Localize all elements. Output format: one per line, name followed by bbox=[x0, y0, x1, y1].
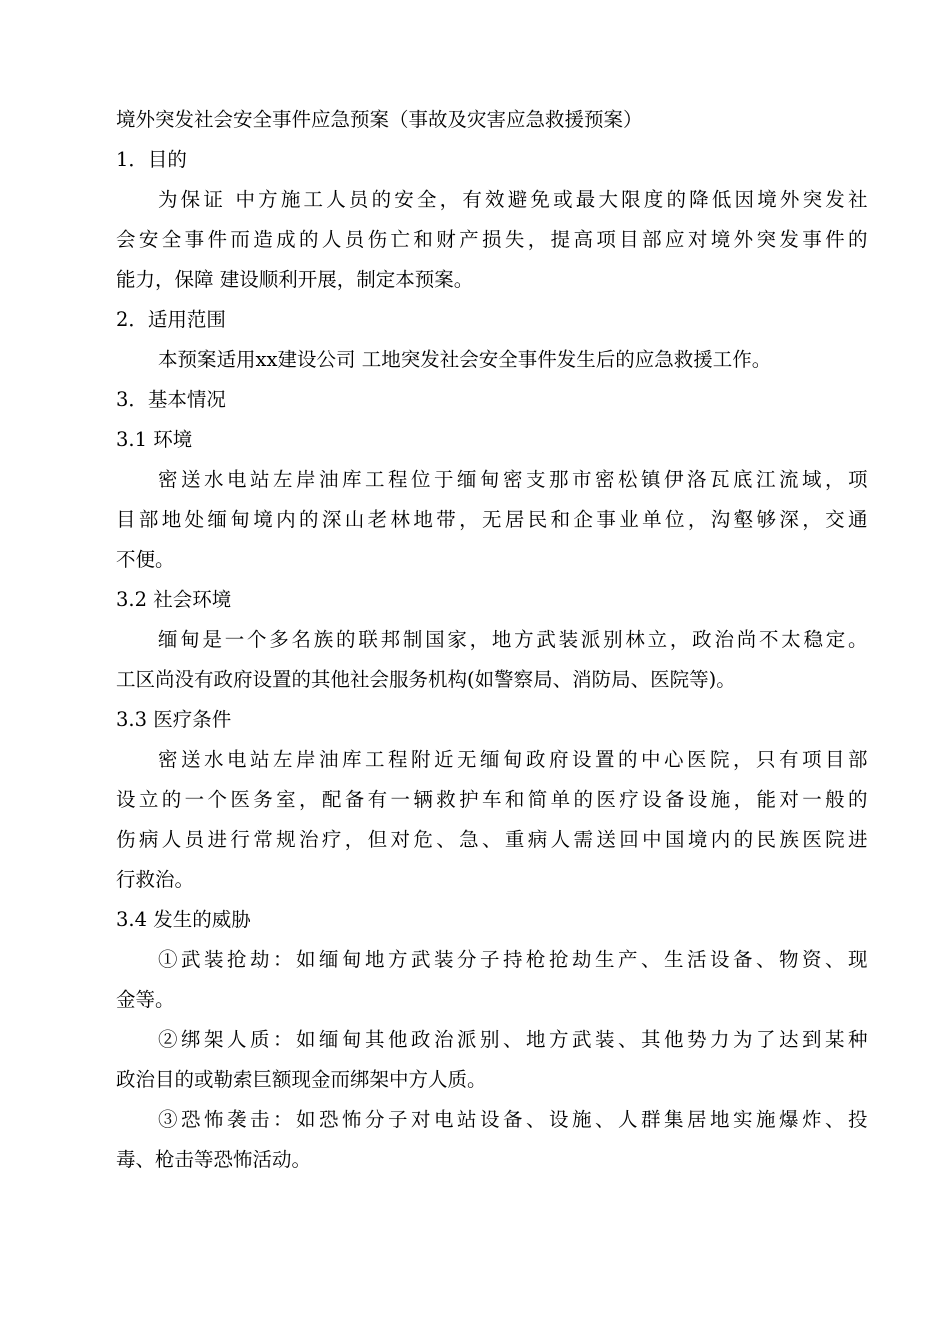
paragraph-line: 目部地处缅甸境内的深山老林地带，无居民和企事业单位，沟壑够深，交通 bbox=[116, 508, 868, 531]
paragraph-purpose bbox=[116, 180, 868, 300]
paragraph-line: 工区尚没有政府设置的其他社会服务机构(如警察局、消防局、医院等)。 bbox=[116, 668, 736, 691]
paragraph-line: 伤病人员进行常规治疗，但对危、急、重病人需送回中国境内的民族医院进 bbox=[116, 828, 868, 851]
paragraph-line: 金等。 bbox=[116, 988, 175, 1011]
paragraph-line: 政治目的或勒索巨额现金而绑架中方人质。 bbox=[116, 1068, 487, 1091]
section-heading-1: 1．目的 bbox=[116, 148, 187, 171]
paragraph-line: 为保证 中方施工人员的安全，有效避免或最大限度的降低因境外突发社 bbox=[158, 188, 868, 211]
paragraph-line: 毒、枪击等恐怖活动。 bbox=[116, 1148, 312, 1171]
section-heading-3-4: 3.4 发生的威胁 bbox=[116, 908, 251, 931]
section-heading-3-2: 3.2 社会环境 bbox=[116, 588, 232, 611]
paragraph-threat-robbery bbox=[116, 940, 868, 1020]
paragraph-line: 设立的一个医务室，配备有一辆救护车和简单的医疗设备设施，能对一般的 bbox=[116, 788, 868, 811]
paragraph-line: ②绑架人质：如缅甸其他政治派别、地方武装、其他势力为了达到某种 bbox=[158, 1028, 868, 1051]
paragraph-line: 密送水电站左岸油库工程附近无缅甸政府设置的中心医院，只有项目部 bbox=[158, 748, 868, 771]
paragraph-scope bbox=[116, 340, 868, 380]
paragraph-line: 本预案适用xx建设公司 工地突发社会安全事件发生后的应急救援工作。 bbox=[158, 348, 772, 371]
paragraph-line: ③恐怖袭击：如恐怖分子对电站设备、设施、人群集居地实施爆炸、投 bbox=[158, 1108, 868, 1131]
paragraph-threat-hostage bbox=[116, 1020, 868, 1100]
paragraph-threat-terror bbox=[116, 1100, 868, 1180]
paragraph-line: 能力，保障 建设顺利开展，制定本预案。 bbox=[116, 268, 474, 291]
paragraph-social-environment bbox=[116, 620, 868, 700]
paragraph-line: 缅甸是一个多名族的联邦制国家，地方武装派别林立，政治尚不太稳定。 bbox=[158, 628, 868, 651]
paragraph-line: ①武装抢劫：如缅甸地方武装分子持枪抢劫生产、生活设备、物资、现 bbox=[158, 948, 868, 971]
document-title: 境外突发社会安全事件应急预案（事故及灾害应急救援预案） bbox=[116, 108, 643, 131]
paragraph-line: 行救治。 bbox=[116, 868, 195, 891]
section-heading-3-1: 3.1 环境 bbox=[116, 428, 193, 451]
paragraph-line: 密送水电站左岸油库工程位于缅甸密支那市密松镇伊洛瓦底江流域，项 bbox=[158, 468, 868, 491]
section-heading-2: 2．适用范围 bbox=[116, 308, 226, 331]
section-heading-3-3: 3.3 医疗条件 bbox=[116, 708, 232, 731]
paragraph-environment bbox=[116, 460, 868, 580]
paragraph-medical bbox=[116, 740, 868, 900]
paragraph-line: 不便。 bbox=[116, 548, 175, 571]
document-page bbox=[116, 100, 868, 1180]
section-heading-3: 3．基本情况 bbox=[116, 388, 226, 411]
paragraph-line: 会安全事件而造成的人员伤亡和财产损失，提高项目部应对境外突发事件的 bbox=[116, 228, 868, 251]
